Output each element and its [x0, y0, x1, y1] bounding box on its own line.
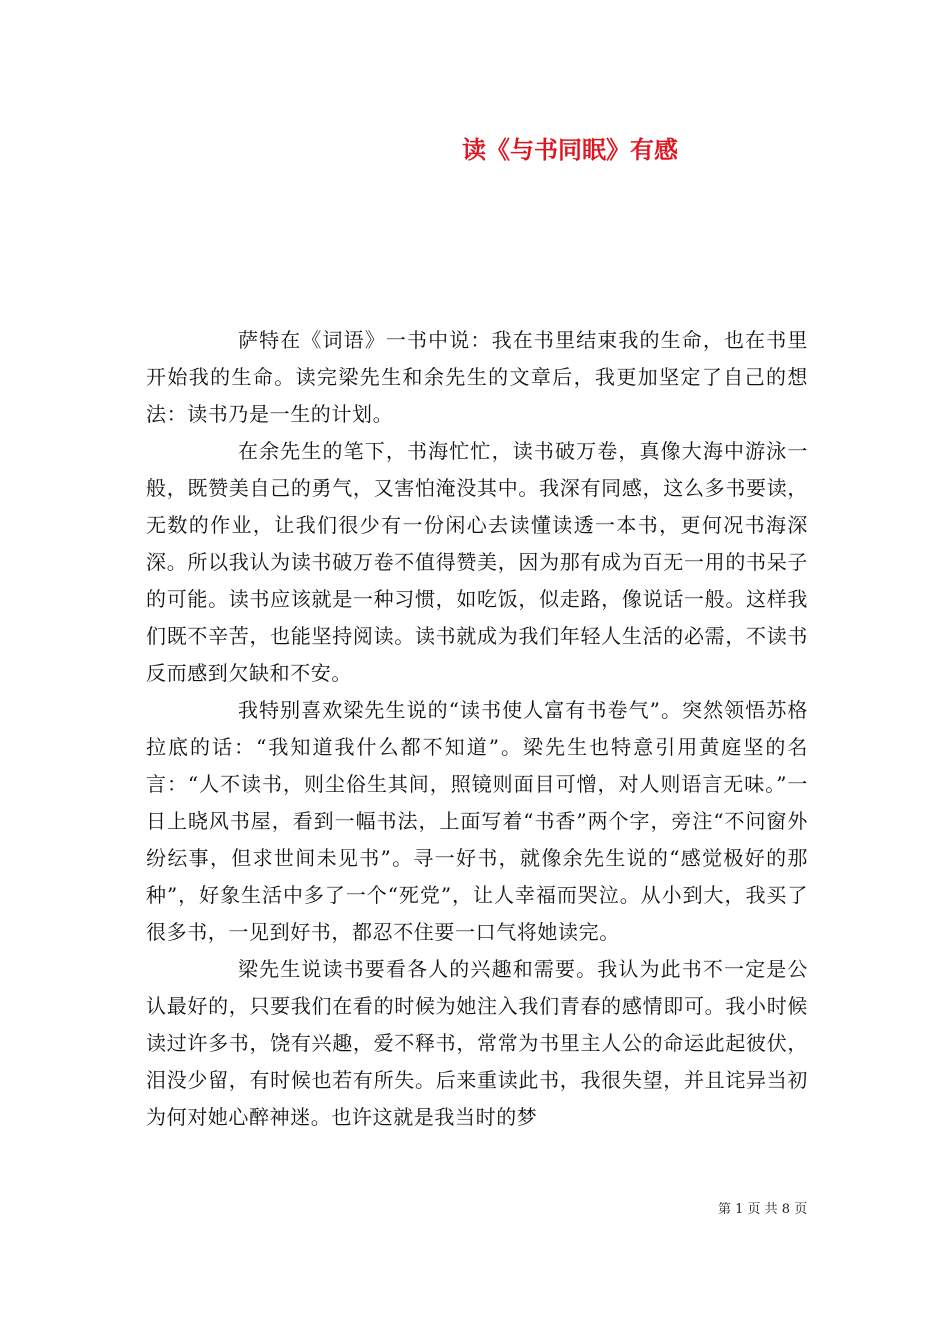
- paragraph: 在余先生的笔下，书海忙忙，读书破万卷，真像大海中游泳一般，既赞美自己的勇气，又害怕淹没其中。我深有同感，这么多书要读，无数的作业，让我们很少有一份闲心去读懂读透一本书，更何况书海深深。所以我认为读书破万卷不值得赞美，因为那有成为百无一用的书呆子的可能。读书应该就是一种习惯，如吃饭，似走路，像说话一般。这样我们既不辛苦，也能坚持阅读。读书就成为我们年轻人生活的必需，不读书反而感到欠缺和不安。: [146, 439, 808, 685]
- page-number: 第 1 页 共 8 页: [718, 1202, 808, 1217]
- document-title: 读《与书同眠》有感: [462, 135, 678, 164]
- paragraph: 我特别喜欢梁先生说的“读书使人富有书卷气”。突然领悟苏格拉底的话：“我知道我什么都不知道”。梁先生也特意引用黄庭坚的名言：“人不读书，则尘俗生其间，照镜则面目可憎，对人则语言无味。”一日上晓风书屋，看到一幅书法，上面写着“书香”两个字，旁注“不问窗外纷纭事，但求世间未见书”。寻一好书，就像余先生说的“感觉极好的那种”，好象生活中多了一个“死党”，让人幸福而哭泣。从小到大，我买了很多书，一见到好书，都忍不住要一口气将她读完。: [146, 698, 808, 944]
- paragraph: 梁先生说读书要看各人的兴趣和需要。我认为此书不一定是公认最好的，只要我们在看的时候为她注入我们青春的感情即可。我小时候读过许多书，饶有兴趣，爱不释书，常常为书里主人公的命运此起彼伏，泪没少留，有时候也若有所失。后来重读此书，我很失望，并且诧异当初为何对她心醉神迷。也许这就是我当时的梦: [146, 957, 808, 1129]
- paragraph: 萨特在《词语》一书中说：我在书里结束我的生命，也在书里开始我的生命。读完梁先生和余先生的文章后，我更加坚定了自己的想法：读书乃是一生的计划。: [146, 328, 808, 426]
- document-body: [146, 322, 808, 1136]
